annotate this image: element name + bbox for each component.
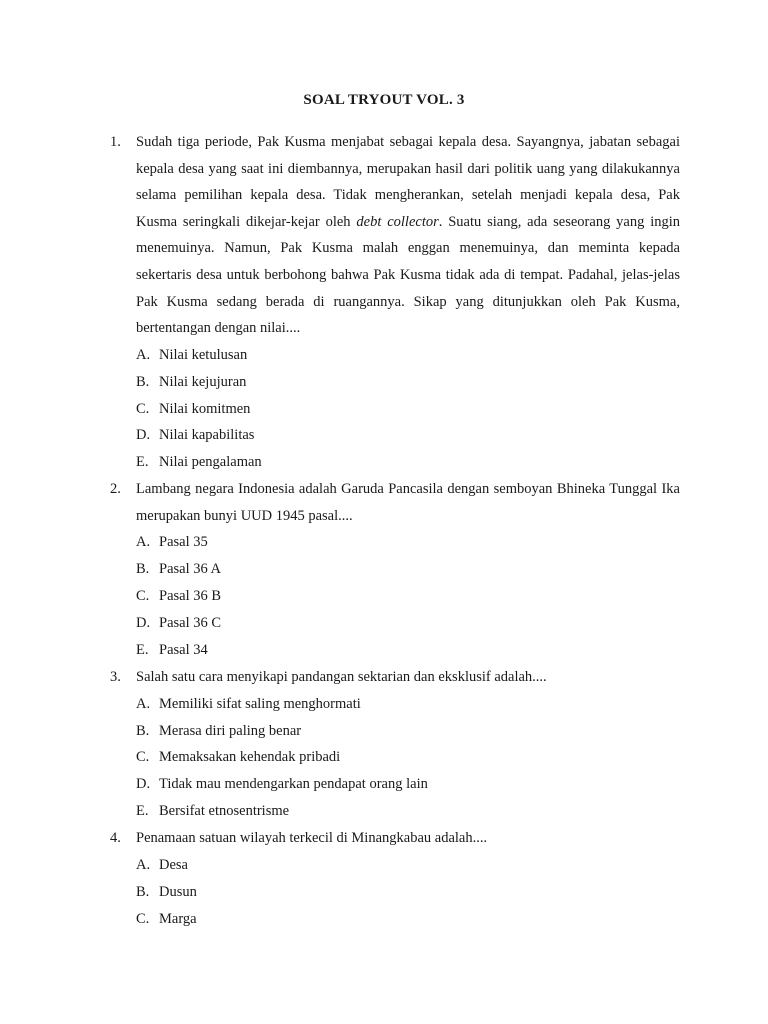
option-letter: D.: [136, 427, 151, 444]
question-text: [136, 129, 680, 342]
option-list: [136, 342, 680, 477]
option-text: Pasal 36 B: [159, 588, 222, 605]
option-text: Bersifat etnosentrisme: [159, 803, 290, 820]
option-text: Memaksakan kehendak pribadi: [159, 749, 341, 766]
option-letter: E.: [136, 454, 149, 471]
option-letter: B.: [136, 722, 150, 739]
option-text: Merasa diri paling benar: [159, 722, 302, 739]
option-b: [136, 369, 680, 396]
option-e: [136, 637, 680, 664]
option-text: Nilai pengalaman: [159, 454, 262, 471]
question-2: [110, 476, 680, 664]
option-letter: B.: [136, 373, 150, 390]
question-1: [110, 129, 680, 476]
option-d: [136, 610, 680, 637]
option-list: [136, 529, 680, 664]
question-text-part: Sudah tiga periode, Pak Kusma menjabat sebagai kepala desa. Sayangnya, jabatan sebagai kepala desa yang saat ini diembannya, merupakan hasil dari politik uang yang dilakukannya selama pemilihan kepala desa. Tidak mengherankan, setelah menjadi kepala desa, Pak Kusma seringkali dikejar-kejar oleh: [136, 134, 680, 230]
option-text: Memiliki sifat saling menghormati: [159, 695, 361, 712]
option-e: [136, 449, 680, 476]
option-letter: C.: [136, 749, 150, 766]
option-list: [136, 691, 680, 826]
option-letter: A.: [136, 695, 151, 712]
option-e: [136, 798, 680, 825]
option-letter: C.: [136, 910, 150, 927]
option-list: [136, 852, 680, 933]
question-number: 4.: [110, 830, 121, 847]
option-b: [136, 879, 680, 906]
option-a: [136, 691, 680, 718]
option-text: Desa: [159, 856, 188, 873]
document-title: SOAL TRYOUT VOL. 3: [303, 92, 465, 108]
option-text: Tidak mau mendengarkan pendapat orang lain: [159, 776, 428, 793]
option-letter: B.: [136, 561, 150, 578]
question-text-italic: debt collector: [356, 213, 439, 230]
option-letter: B.: [136, 883, 150, 900]
question-list: [110, 129, 680, 932]
option-text: Pasal 36 C: [159, 615, 222, 632]
option-c: [136, 396, 680, 423]
option-c: [136, 583, 680, 610]
question-number: 2.: [110, 481, 121, 498]
option-letter: A.: [136, 856, 151, 873]
option-text: Pasal 35: [159, 534, 208, 551]
option-text: Pasal 36 A: [159, 561, 222, 578]
option-a: [136, 852, 680, 879]
option-text: Pasal 34: [159, 642, 208, 659]
question-number: 1.: [110, 134, 121, 150]
option-letter: C.: [136, 588, 150, 605]
option-d: [136, 771, 680, 798]
option-a: [136, 529, 680, 556]
option-letter: A.: [136, 534, 151, 551]
option-letter: C.: [136, 400, 150, 417]
option-c: [136, 906, 680, 933]
question-text: Penamaan satuan wilayah terkecil di Minangkabau adalah....: [136, 830, 488, 847]
option-a: [136, 342, 680, 369]
question-4: [110, 825, 680, 932]
option-letter: E.: [136, 642, 149, 659]
option-c: [136, 744, 680, 771]
option-text: Nilai kapabilitas: [159, 427, 255, 444]
question-text-part: . Suatu siang, ada seseorang yang ingin menemuinya. Namun, Pak Kusma malah enggan menemuinya, dan meminta kepada sekertaris desa untuk berbohong bahwa Pak Kusma tidak ada di tempat. Padahal, jelas-jelas Pak Kusma sedang berada di ruangannya. Sikap yang ditunjukkan oleh Pak Kusma, bertentangan dengan nilai....: [136, 213, 681, 337]
option-letter: E.: [136, 803, 149, 820]
question-number: 3.: [110, 669, 121, 685]
question-text: Lambang negara Indonesia adalah Garuda Pancasila dengan semboyan Bhineka Tunggal Ika merupakan bunyi UUD 1945 pasal....: [136, 481, 680, 524]
option-letter: A.: [136, 346, 151, 363]
option-b: [136, 718, 680, 745]
option-text: Dusun: [159, 883, 197, 900]
option-text: Nilai kejujuran: [159, 373, 247, 390]
option-letter: D.: [136, 776, 151, 793]
option-text: Nilai ketulusan: [159, 346, 248, 363]
option-b: [136, 556, 680, 583]
option-text: Marga: [159, 910, 197, 927]
option-letter: D.: [136, 615, 151, 632]
question-text: Salah satu cara menyikapi pandangan sektarian dan eksklusif adalah....: [136, 669, 547, 685]
question-3: [110, 664, 680, 825]
option-text: Nilai komitmen: [159, 400, 251, 417]
option-d: [136, 422, 680, 449]
